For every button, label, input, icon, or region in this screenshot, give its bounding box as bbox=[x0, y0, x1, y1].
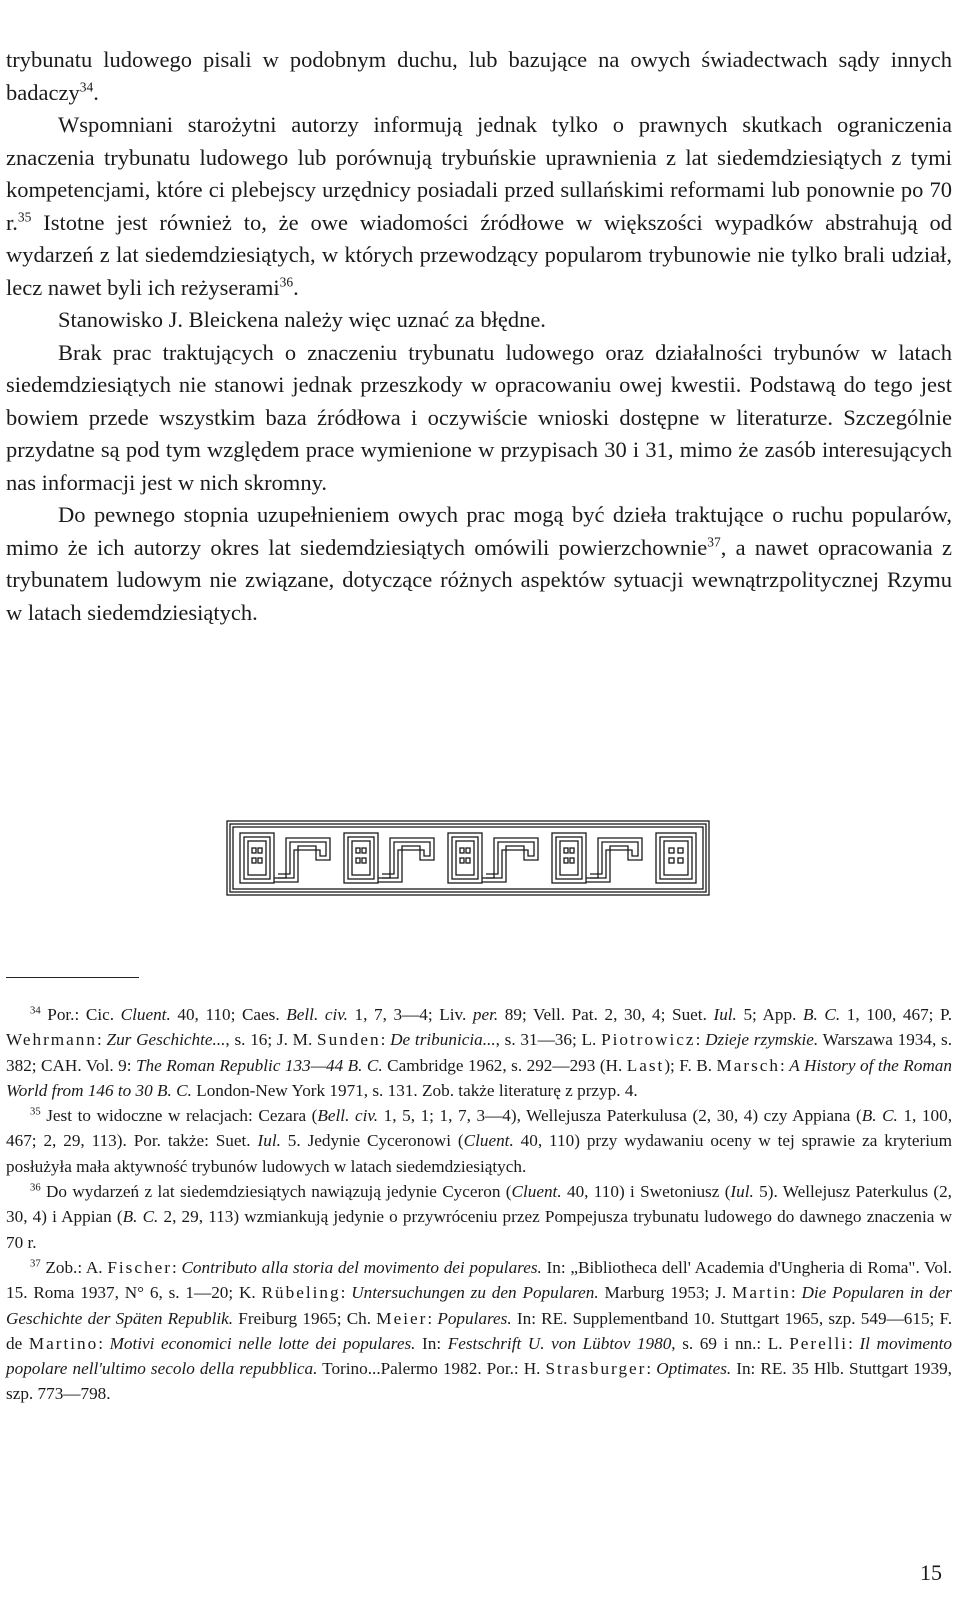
main-text bbox=[6, 44, 952, 629]
footnote-ref-35[interactable]: 35 bbox=[17, 209, 32, 224]
footnote-text: : bbox=[380, 1030, 391, 1050]
footnote-text: Marburg 1953; J. bbox=[598, 1283, 733, 1303]
footnote-text: : bbox=[780, 1055, 790, 1075]
footnote-text: Torino...Palermo 1982. Por.: H. bbox=[317, 1359, 546, 1379]
footnote-text: , s. 69 i nn.: L. bbox=[671, 1333, 790, 1353]
citation-italic: B. C. bbox=[122, 1207, 159, 1227]
footnote-text: 5). Wellejusz Paterkulus (2, 30, 4) i Appian ( bbox=[6, 1182, 952, 1227]
footnote-text: : bbox=[695, 1030, 706, 1050]
footnote-text: 40, 110; Caes. bbox=[170, 1005, 287, 1024]
footnote-text: 1, 5, 1; 1, 7, 3—4), Wellejusza Paterkulusa (2, 30, 4) czy Appiana ( bbox=[378, 1106, 862, 1126]
citation-italic: Iul. bbox=[257, 1131, 281, 1151]
footnote-text: Por.: Cic. bbox=[40, 1005, 121, 1024]
citation-italic: Cluent. bbox=[120, 1005, 171, 1024]
footnote-text: : bbox=[790, 1283, 802, 1303]
author-name: Fischer bbox=[107, 1257, 172, 1277]
footnote-text: London-New York 1971, s. 131. Zob. także literaturę z przyp. 4. bbox=[191, 1080, 638, 1100]
footnote-34 bbox=[6, 1002, 952, 1103]
footnote-text: Jest to widoczne w relacjach: Cezara ( bbox=[40, 1106, 318, 1126]
footnote-text: In: „Bibliotheca dell' Academia d'Ungheria di Roma". Vol. 15. Roma 1937, N° 6, s. 1—20; K. bbox=[6, 1257, 953, 1303]
citation-italic: Contributo alla storia del movimento dei populares. bbox=[181, 1257, 542, 1277]
footnote-text: 1, 7, 3—4; Liv. bbox=[347, 1005, 473, 1024]
footnote-ref-34[interactable]: 34 bbox=[79, 79, 94, 94]
footnote-text: In: RE. 35 Hlb. Stuttgart 1939, szp. 773—798. bbox=[6, 1359, 952, 1404]
citation-italic: Festschrift U. von Lübtov 1980 bbox=[447, 1333, 672, 1353]
footnote-text: In: RE. Supplementband 10. Stuttgart 1965, szp. 549—615; F. de bbox=[6, 1308, 952, 1353]
paragraph-2-text-a: Wspomniani starożytni autorzy informują jednak tylko o prawnych skutkach ograniczenia znaczenia trybunatu ludowego lub porównują trybuńskie uprawnienia z lat siedemdziesiątych z tymi kompetencjami, które ci plebejscy urzędnicy posiadali przed sullańskimi reformami lub ponownie po 70 r. bbox=[6, 112, 952, 235]
footnote-text: 5; App. bbox=[736, 1005, 803, 1024]
footnotes bbox=[6, 1002, 952, 1407]
paragraph-1-end: . bbox=[93, 79, 99, 105]
citation-italic: Untersuchungen zu den Popularen. bbox=[351, 1283, 599, 1303]
footnote-text: , s. 16; J. M. bbox=[225, 1030, 318, 1050]
author-name: Martin bbox=[732, 1283, 791, 1303]
footnote-text: : bbox=[98, 1333, 110, 1353]
author-name: Piotrowicz bbox=[601, 1030, 696, 1050]
footnote-ref-37[interactable]: 37 bbox=[707, 534, 721, 549]
citation-italic: De tribunicia... bbox=[390, 1030, 496, 1050]
footnote-text: 40, 110) i Swetoniusz ( bbox=[561, 1182, 731, 1202]
citation-italic: Cluent. bbox=[463, 1131, 514, 1151]
footnote-text: : bbox=[171, 1257, 182, 1277]
citation-italic: Die Popularen in der Geschichte der Späten Republik. bbox=[6, 1283, 953, 1328]
footnote-number: 34 bbox=[30, 1005, 41, 1017]
paragraph-1-text: trybunatu ludowego pisali w podobnym duchu, lub bazujące na owych świadectwach sądy innych badaczy bbox=[6, 47, 952, 105]
page-number: 15 bbox=[920, 1560, 942, 1585]
footnote-number: 37 bbox=[30, 1258, 41, 1270]
paragraph-2 bbox=[6, 109, 952, 304]
footnote-text: Freiburg 1965; Ch. bbox=[233, 1308, 377, 1328]
footnote-text: Cambridge 1962, s. 292—293 (H. bbox=[382, 1055, 627, 1075]
author-name: Last bbox=[626, 1055, 665, 1075]
footnote-text: Do wydarzeń z lat siedemdziesiątych nawiązują jedynie Cyceron ( bbox=[40, 1182, 512, 1202]
footnote-text: ); F. B. bbox=[664, 1055, 717, 1075]
footnote-text: : bbox=[848, 1333, 860, 1353]
paragraph-2-text-c: . bbox=[293, 274, 299, 300]
footnote-text: 5. Jedynie Cyceronowi ( bbox=[280, 1131, 464, 1151]
citation-italic: Optimates. bbox=[656, 1359, 732, 1379]
paragraph-3: Stanowisko J. Bleickena należy więc uznać za błędne. bbox=[58, 307, 546, 332]
paragraph-4: Brak prac traktujących o znaczeniu trybunatu ludowego oraz działalności trybunów w latach siedemdziesiątych nie stanowi jednak przeszkody w opracowaniu owej kwestii. Podstawą do tego jest bowiem przede wszystkim baza źródłowa i oczywiście wnioski dostępne w literaturze. Szczególnie przydatne są pod tym względem prace wymienione w przypisach 30 i 31, mimo że zasób interesujących nas informacji jest w nich skromny. bbox=[6, 339, 952, 495]
footnote-text: In: bbox=[415, 1333, 448, 1353]
citation-italic: Cluent. bbox=[511, 1182, 562, 1202]
citation-italic: Bell. civ. bbox=[317, 1106, 379, 1126]
paragraph-5-text-b: , a nawet opracowania z trybunatem ludowym nie związane, dotyczące różnych aspektów sytuacji wewnątrzpolitycznej Rzymu w latach siedemdziesiątych. bbox=[6, 534, 952, 625]
citation-italic: Il movimento popolare nell'ultimo secolo della repubblica. bbox=[6, 1333, 952, 1379]
author-name: Martino bbox=[28, 1333, 99, 1353]
footnote-text: : bbox=[340, 1283, 352, 1303]
author-name: Strasburger bbox=[545, 1359, 647, 1379]
footnote-35 bbox=[6, 1103, 952, 1179]
author-name: Sunden bbox=[317, 1030, 381, 1050]
footnote-separator bbox=[6, 977, 139, 978]
footnote-text: 2, 29, 113) wzmiankują jedynie o przywróceniu przez Pompejusza trybunatu ludowego do dawnego znaczenia w 70 r. bbox=[6, 1207, 953, 1252]
greek-key-ornament bbox=[226, 820, 710, 896]
footnote-36 bbox=[6, 1179, 952, 1255]
footnote-text: 89; Vell. Pat. 2, 30, 4; Suet. bbox=[498, 1005, 714, 1024]
paragraph-5 bbox=[6, 499, 952, 629]
author-name: Marsch bbox=[716, 1055, 781, 1075]
author-name: Meier bbox=[376, 1308, 428, 1328]
footnote-text: Zob.: A. bbox=[40, 1257, 108, 1277]
footnote-text: : bbox=[96, 1030, 107, 1050]
footnote-text: : bbox=[427, 1308, 438, 1328]
citation-italic: A History of the Roman World from 146 to 30 B. C. bbox=[6, 1055, 952, 1100]
footnote-text: 1, 100, 467; 2, 29, 113). Por. także: Suet. bbox=[6, 1106, 953, 1151]
citation-italic: per. bbox=[472, 1005, 499, 1024]
footnote-text: 40, 110) przy wydawaniu oceny w tej sprawie za kryterium posłużyła mała aktywność trybunów ludowych w latach siedemdziesiątych. bbox=[6, 1131, 952, 1176]
citation-italic: The Roman Republic 133—44 B. C. bbox=[135, 1055, 383, 1075]
citation-italic: Motivi economici nelle lotte dei populares. bbox=[109, 1333, 416, 1353]
citation-italic: Dzieje rzymskie. bbox=[705, 1030, 819, 1050]
footnote-text: : bbox=[646, 1359, 657, 1379]
citation-italic: B. C. bbox=[861, 1106, 898, 1126]
citation-italic: Iul. bbox=[730, 1182, 754, 1202]
footnote-37 bbox=[6, 1255, 952, 1407]
paragraph-5-text-a: Do pewnego stopnia uzupełnieniem owych prac mogą być dzieła traktujące o ruchu popularów, mimo że ich autorzy okres lat siedemdziesiątych omówili powierzchownie bbox=[6, 502, 952, 560]
citation-italic: Bell. civ. bbox=[286, 1005, 348, 1024]
footnote-number: 36 bbox=[30, 1182, 41, 1194]
footnote-ref-36[interactable]: 36 bbox=[279, 274, 294, 289]
footnote-text: Warszawa 1934, s. 382; CAH. Vol. 9: bbox=[6, 1030, 953, 1075]
paragraph-1 bbox=[6, 44, 952, 109]
citation-italic: Zur Geschichte... bbox=[106, 1030, 226, 1050]
citation-italic: Populares. bbox=[437, 1308, 512, 1328]
citation-italic: B. C. bbox=[802, 1005, 841, 1024]
citation-italic: Iul. bbox=[713, 1005, 737, 1024]
author-name: Wehrmann bbox=[6, 1030, 97, 1050]
paragraph-2-text-b: Istotne jest również to, że owe wiadomości źródłowe w większości wypadków abstrahują od wydarzeń z lat siedemdziesiątych, w których przewodzący popularom trybunowie nie tylko brali udział, lecz nawet byli ich reżyserami bbox=[6, 209, 952, 300]
footnote-text: 1, 100, 467; P. bbox=[840, 1005, 952, 1024]
footnote-number: 35 bbox=[30, 1106, 41, 1118]
author-name: Perelli bbox=[789, 1333, 849, 1353]
author-name: Rübeling bbox=[261, 1283, 341, 1303]
footnote-text: , s. 31—36; L. bbox=[495, 1030, 602, 1050]
